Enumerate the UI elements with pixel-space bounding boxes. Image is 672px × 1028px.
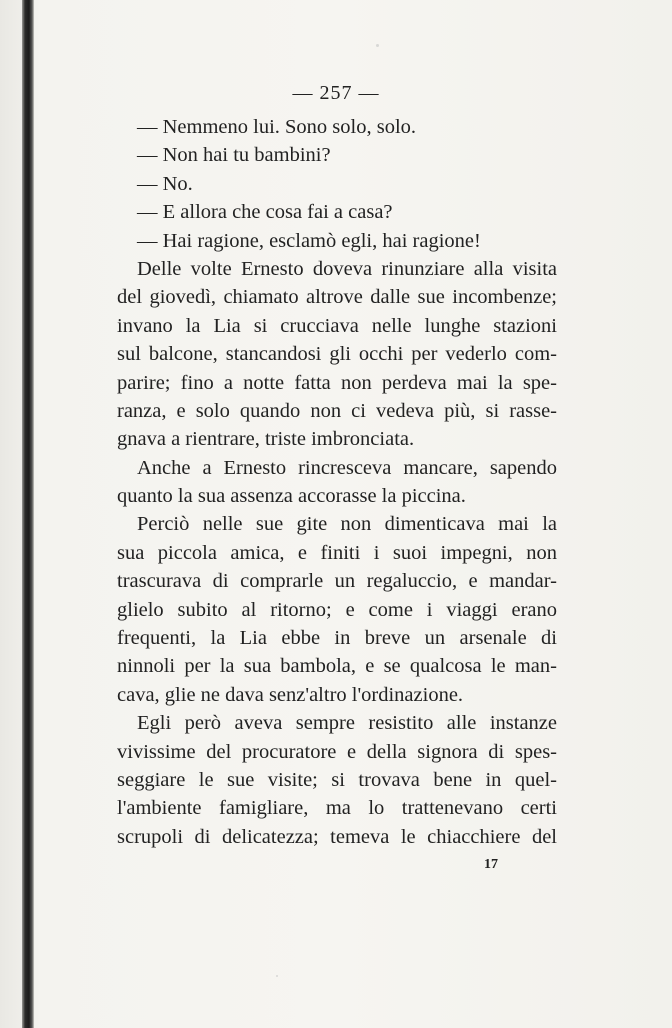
text-line: — No. [137,172,193,195]
page-binding-edge [22,0,34,1028]
text-line: sul balcone, stancandosi gli occhi per vederlo com- [117,343,557,366]
text-line: invano la Lia si crucciava nelle lunghe stazioni [117,314,557,337]
text-line: sua piccola amica, e finiti i suoi impegni, non [117,541,557,564]
text-line: Delle volte Ernesto doveva rinunziare alla visita [137,257,557,280]
text-line: — Non hai tu bambini? [137,144,331,167]
text-line: — Hai ragione, esclamò egli, hai ragione! [137,229,481,252]
text-line: del giovedì, chiamato altrove dalle sue incombenze; [117,286,557,309]
body-text [117,113,557,851]
paper-speck [276,975,278,977]
text-line: Perciò nelle sue gite non dimenticava mai la [137,513,557,536]
text-line: vivissime del procuratore e della signora di spes- [117,740,557,763]
paper-speck [376,44,379,47]
text-line: seggiare le sue visite; si trovava bene in quel- [117,768,557,791]
text-line: cava, glie ne dava senz'altro l'ordinazione. [117,683,464,706]
text-line: l'ambiente famigliare, ma lo trattenevano certi [117,797,557,820]
text-line: quanto la sua assenza accorasse la piccina. [117,485,466,508]
text-line: gnava a rientrare, triste imbronciata. [117,428,415,451]
text-line: trascurava di comprarle un regaluccio, e mandar- [117,570,557,593]
text-line: — E allora che cosa fai a casa? [137,201,393,224]
text-line: ranza, e solo quando non ci vedeva più, si rasse- [117,399,557,422]
text-line: — Nemmeno lui. Sono solo, solo. [137,116,417,138]
page-number: — 257 — [292,82,380,104]
text-line: ninnoli per la sua bambola, e se qualcosa le man- [117,655,557,678]
text-line: scrupoli di delicatezza; temeva le chiacchiere del [117,825,557,848]
text-line: parire; fino a notte fatta non perdeva mai la spe- [117,371,557,394]
text-line: glielo subito al ritorno; e come i viaggi erano [117,598,557,621]
text-line: frequenti, la Lia ebbe in breve un arsenale di [117,627,557,650]
text-line: Anche a Ernesto rincresceva mancare, sapendo [137,456,557,479]
text-line: Egli però aveva sempre resistito alle instanze [137,712,557,735]
signature-mark: 17 [484,857,498,872]
